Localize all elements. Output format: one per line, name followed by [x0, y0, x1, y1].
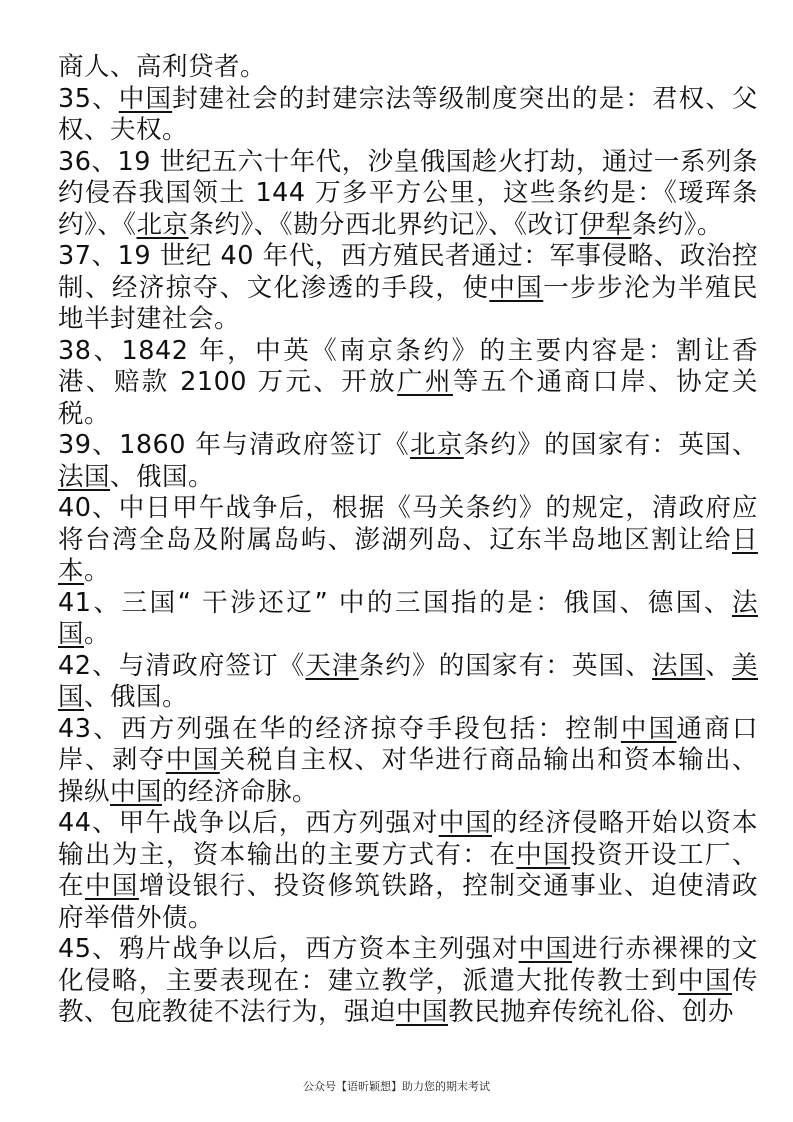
underlined-term: 中国: [678, 965, 732, 996]
underlined-term: 中国: [396, 997, 449, 1027]
underlined-term: 法国: [58, 587, 758, 649]
paragraph: [58, 430, 758, 493]
underlined-term: 法国: [651, 650, 706, 681]
text-segment: 进行赤裸裸的文化侵略，主要表现在：建立教学，派遣大批传教士到: [58, 934, 758, 996]
text-segment: 的经济命脉。: [162, 776, 319, 807]
text-segment: 43、西方列强在华的经济掠夺手段包括：控制: [58, 713, 621, 744]
underlined-term: 中国: [516, 839, 571, 870]
text-segment: 商人、高利贷者。: [58, 52, 267, 82]
text-segment: 40、中日甲午战争后，根据《马关条约》的规定，清政府应将台湾全岛及附属岛屿、澎湖列岛、辽东半岛地区割让给: [58, 493, 758, 555]
underlined-term: 中国: [489, 272, 544, 303]
text-segment: 37、19 世纪 40 年代，西方殖民者通过：军事侵略、政治控制、经济掠夺、文化渗透的手段，使: [58, 241, 758, 303]
text-segment: 增设银行、投资修筑铁路，控制交通事业、迫使清政府举借外债。: [58, 871, 758, 933]
text-segment: 教民抛弃传统礼俗、创办: [448, 997, 735, 1027]
text-segment: 条约》、《勘分西北界约记》、《改订: [188, 209, 580, 240]
underlined-term: 中国: [118, 83, 173, 114]
underlined-term: 伊犁: [579, 209, 632, 240]
underlined-term: 中国: [620, 713, 677, 744]
text-segment: 39、1860 年与清政府签订《: [58, 430, 411, 460]
text-segment: 、俄国。: [84, 682, 189, 712]
underlined-term: 中国: [110, 776, 163, 807]
underlined-term: 北京: [410, 430, 464, 460]
underlined-term: 美国: [58, 650, 758, 712]
paragraph: [58, 493, 758, 588]
text-segment: 41、三国“ 干涉还辽” 中的三国指的是：俄国、德国、: [58, 587, 732, 618]
text-segment: 42、与清政府签订《: [58, 650, 306, 681]
paragraph: [58, 336, 758, 431]
paragraph: [58, 84, 758, 147]
underlined-term: 中国: [84, 871, 139, 901]
document-body: [58, 52, 758, 1029]
text-segment: 一步步沦为半殖民地半封建社会。: [58, 272, 758, 334]
paragraph: [58, 52, 758, 84]
text-segment: 。: [84, 556, 111, 586]
underlined-term: 北京: [136, 209, 189, 240]
paragraph: [58, 714, 758, 809]
text-segment: 35、: [58, 83, 119, 114]
text-segment: 36、19 世纪五六十年代，沙皇俄国趁火打劫，通过一系列条约侵吞我国领土 144 万多平方公里，这些条约是：《瑷珲条约》、《: [58, 146, 758, 240]
text-segment: 、俄国。: [110, 461, 215, 492]
text-segment: 45、鸦片战争以后，西方资本主列强对: [58, 934, 519, 964]
text-segment: 封建社会的封建宗法等级制度突出的是：君权、父权、夫权。: [58, 83, 758, 145]
underlined-term: 日本: [58, 524, 758, 586]
underlined-term: 中国: [438, 808, 493, 838]
text-segment: 关税自主权、对华进行商品输出和资本输出、操纵: [58, 745, 758, 807]
underlined-term: 天津: [305, 650, 359, 681]
text-segment: 。: [84, 619, 111, 649]
paragraph: [58, 588, 758, 651]
paragraph: [58, 147, 758, 242]
text-segment: 、: [705, 650, 732, 681]
paragraph: [58, 241, 758, 336]
page-footer: 公众号【语昕颖想】助力您的期末考试: [303, 1080, 490, 1093]
text-segment: 38、1842 年，中英《南京条约》的主要内容是：割让香港、赔款 2100 万元、开放: [58, 335, 758, 397]
underlined-term: 中国: [165, 745, 220, 775]
text-segment: 条约》的国家有：英国、: [358, 650, 652, 681]
text-segment: 条约》的国家有：英国、: [463, 430, 758, 460]
text-segment: 等五个通商口岸、协定关税。: [58, 367, 758, 429]
underlined-term: 中国: [518, 934, 573, 964]
underlined-term: 法国: [58, 461, 111, 492]
text-segment: 44、甲午战争以后，西方列强对: [58, 808, 439, 838]
paragraph: [58, 651, 758, 714]
text-segment: 条约》。: [631, 209, 723, 240]
underlined-term: 广州: [397, 367, 453, 397]
text-segment: 投资开设工厂、在: [58, 839, 758, 901]
text-segment: 的经济侵略开始以资本输出为主，资本输出的主要方式有：在: [58, 808, 758, 870]
text-segment: 传教、包庇教徒不法行为，强迫: [58, 965, 758, 1027]
paragraph: [58, 808, 758, 934]
paragraph: [58, 934, 758, 1029]
text-segment: 通商口岸、剥夺: [58, 713, 758, 775]
